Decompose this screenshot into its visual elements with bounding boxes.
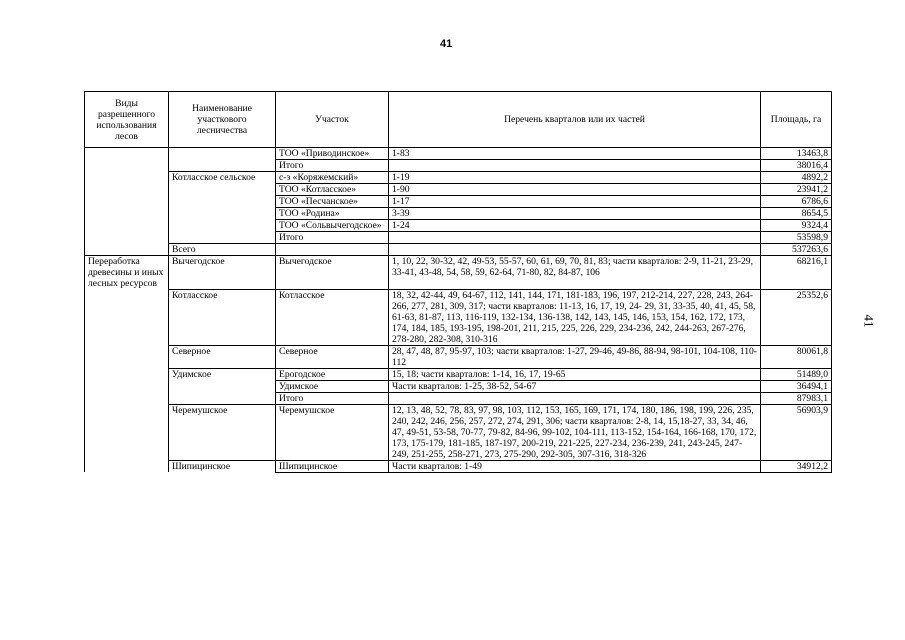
- area-cell: 56903,9: [761, 404, 832, 460]
- area-cell: 13463,8: [761, 148, 832, 160]
- use-type-cell: [85, 392, 169, 404]
- quarters-cell: Части кварталов: 1-49: [389, 460, 761, 472]
- area-cell: 537263,6: [761, 244, 832, 256]
- table-row: [85, 256, 832, 290]
- plot-cell: Черемушское: [276, 404, 389, 460]
- use-type-cell: Переработка древесины и иных лесных ресурсов: [85, 256, 169, 290]
- plot-cell: Ерогодское: [276, 368, 389, 380]
- use-type-cell: [85, 289, 169, 345]
- table-row: [85, 232, 832, 244]
- table-row: [85, 404, 832, 460]
- quarters-cell: [389, 244, 761, 256]
- quarters-cell: [389, 392, 761, 404]
- area-cell: 80061,8: [761, 345, 832, 368]
- plot-cell: Итого: [276, 232, 389, 244]
- side-page-number: 41: [861, 314, 877, 328]
- use-type-cell: [85, 244, 169, 256]
- use-type-cell: [85, 345, 169, 368]
- table-row: [85, 289, 832, 345]
- use-type-cell: [85, 404, 169, 460]
- header-forestry: Наименование участкового лесничества: [169, 92, 276, 148]
- table-row: [85, 172, 832, 184]
- forestry-cell: Всего: [169, 244, 276, 256]
- forestry-cell: Котласское сельское: [169, 172, 276, 184]
- quarters-cell: 3-39: [389, 208, 761, 220]
- table-row: [85, 368, 832, 380]
- plot-cell: Удимское: [276, 380, 389, 392]
- quarters-cell: [389, 232, 761, 244]
- table-row: [85, 160, 832, 172]
- use-type-cell: [85, 172, 169, 184]
- table-body: [85, 148, 832, 473]
- area-cell: 8654,5: [761, 208, 832, 220]
- page-number: 41: [440, 38, 453, 50]
- area-cell: 38016,4: [761, 160, 832, 172]
- plot-cell: Итого: [276, 160, 389, 172]
- plot-cell: Котласское: [276, 289, 389, 345]
- quarters-cell: 28, 47, 48, 87, 95-97, 103; части кварталов: 1-27, 29-46, 49-86, 88-94, 98-101, 104-108, 110-112: [389, 345, 761, 368]
- forestry-cell: Вычегодское: [169, 256, 276, 290]
- use-type-cell: [85, 232, 169, 244]
- plot-cell: Итого: [276, 392, 389, 404]
- table-row: [85, 380, 832, 392]
- area-cell: 6786,6: [761, 196, 832, 208]
- area-cell: 23941,2: [761, 184, 832, 196]
- use-type-cell: [85, 380, 169, 392]
- area-cell: 53598,9: [761, 232, 832, 244]
- table-row: [85, 220, 832, 232]
- area-cell: 68216,1: [761, 256, 832, 290]
- quarters-cell: Части кварталов: 1-25, 38-52, 54-67: [389, 380, 761, 392]
- table-header-row: [85, 92, 832, 148]
- forestry-cell: [169, 196, 276, 208]
- use-type-cell: [85, 460, 169, 472]
- header-quarters: Перечень кварталов или их частей: [389, 92, 761, 148]
- quarters-cell: 1-83: [389, 148, 761, 160]
- plot-cell: ТОО «Родина»: [276, 208, 389, 220]
- plot-cell: ТОО «Приводинское»: [276, 148, 389, 160]
- header-plot: Участок: [276, 92, 389, 148]
- area-cell: 51489,0: [761, 368, 832, 380]
- table-row: [85, 184, 832, 196]
- quarters-cell: 1-17: [389, 196, 761, 208]
- use-type-cell: [85, 368, 169, 380]
- plot-cell: Шипицинское: [276, 460, 389, 472]
- quarters-cell: 15, 18; части кварталов: 1-14, 16, 17, 19-65: [389, 368, 761, 380]
- quarters-cell: 1-19: [389, 172, 761, 184]
- area-cell: 34912,2: [761, 460, 832, 472]
- forestry-cell: Северное: [169, 345, 276, 368]
- area-cell: 36494,1: [761, 380, 832, 392]
- area-cell: 4892,2: [761, 172, 832, 184]
- plot-cell: с-з «Коряжемский»: [276, 172, 389, 184]
- forestry-cell: [169, 184, 276, 196]
- forestry-cell: Котласское: [169, 289, 276, 345]
- use-type-cell: [85, 184, 169, 196]
- table-row: [85, 460, 832, 472]
- use-type-cell: [85, 148, 169, 160]
- header-area: Площадь, га: [761, 92, 832, 148]
- forestry-cell: [169, 380, 276, 392]
- plot-cell: ТОО «Сольвычегодское»: [276, 220, 389, 232]
- forest-use-table: [84, 91, 832, 473]
- use-type-cell: [85, 220, 169, 232]
- plot-cell: ТОО «Песчанское»: [276, 196, 389, 208]
- forestry-cell: [169, 232, 276, 244]
- quarters-cell: 1, 10, 22, 30-32, 42, 49-53, 55-57, 60, 61, 69, 70, 81, 83; части кварталов: 2-9, 11-21, 23-29, 33-41, 43-48, 54, 58, 59, 62-64, 71-80, 82, 84-87, 106: [389, 256, 761, 290]
- use-type-cell: [85, 208, 169, 220]
- area-cell: 87983,1: [761, 392, 832, 404]
- area-cell: 9324,4: [761, 220, 832, 232]
- forestry-cell: [169, 208, 276, 220]
- forestry-cell: [169, 392, 276, 404]
- table-row: [85, 392, 832, 404]
- use-type-cell: [85, 160, 169, 172]
- quarters-cell: 12, 13, 48, 52, 78, 83, 97, 98, 103, 112, 153, 165, 169, 171, 174, 180, 186, 198, 199, 226, 235, 240, 242, 246, 256, 257, 272, 274, 291, 306; части кварталов: 2-8, 14, 15,18-27, 33, 34, 46, 47, 49-51, 53-58, 70-77, 79-82, 84-96, 99-102, 104-111, 113-152, 154-164, 166-168, 170, 172, 173, 175-179, 181-185, 187-197, 200-219, 221-225, 227-234, 236-239, 241, 243-245, 247-249, 251-255, 258-271, 273, 275-290, 292-305, 307-316, 318-326: [389, 404, 761, 460]
- quarters-cell: 1-90: [389, 184, 761, 196]
- forestry-cell: Удимское: [169, 368, 276, 380]
- table-row: [85, 208, 832, 220]
- quarters-cell: 1-24: [389, 220, 761, 232]
- table-row: [85, 244, 832, 256]
- forestry-cell: [169, 220, 276, 232]
- table-row: [85, 196, 832, 208]
- quarters-cell: [389, 160, 761, 172]
- forestry-cell: [169, 160, 276, 172]
- forestry-cell: Шипицинское: [169, 460, 276, 472]
- use-type-cell: [85, 196, 169, 208]
- header-use-type: Виды разрешенного использования лесов: [85, 92, 169, 148]
- plot-cell: Вычегодское: [276, 256, 389, 290]
- forestry-cell: [169, 148, 276, 160]
- area-cell: 25352,6: [761, 289, 832, 345]
- plot-cell: Северное: [276, 345, 389, 368]
- plot-cell: ТОО «Котласское»: [276, 184, 389, 196]
- table-row: [85, 148, 832, 160]
- forestry-cell: Черемушское: [169, 404, 276, 460]
- quarters-cell: 18, 32, 42-44, 49, 64-67, 112, 141, 144, 171, 181-183, 196, 197, 212-214, 227, 228, 243, 264-266, 277, 281, 309, 317; части кварталов: 11-13, 16, 17, 19, 24- 29, 31, 33-35, 40, 41, 45, 58, 61-63, 81-87, 113, 116-119, 132-134, 136-138, 142, 143, 145, 146, 153, 154, 162, 172, 173, 174, 184, 185, 193-195, 198-201, 211, 215, 225, 226, 229, 234-236, 242, 244-263, 267-276, 278-280, 282-308, 310-316: [389, 289, 761, 345]
- table-row: [85, 345, 832, 368]
- plot-cell: [276, 244, 389, 256]
